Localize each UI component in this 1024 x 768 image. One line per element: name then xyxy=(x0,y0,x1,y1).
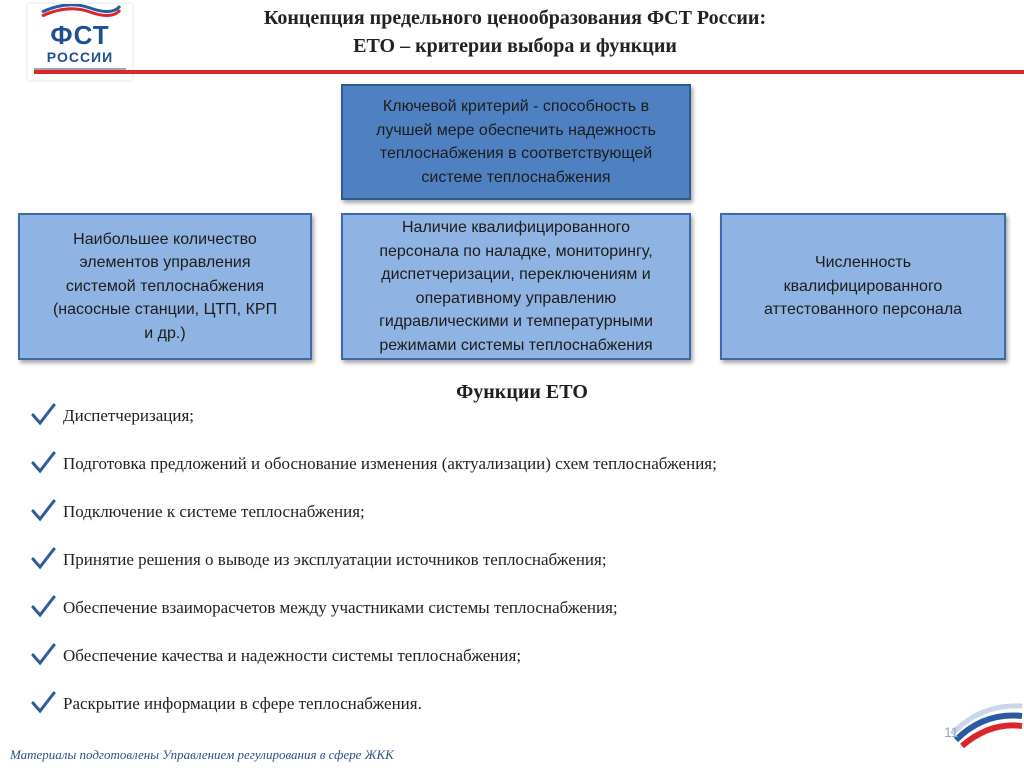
functions-list xyxy=(30,402,930,738)
checkmark-icon xyxy=(30,642,56,668)
criterion-line: Численность xyxy=(814,254,912,272)
key-criterion-line: системе теплоснабжения xyxy=(421,168,611,186)
fst-logo xyxy=(28,4,132,80)
criterion-line: системой теплоснабжения xyxy=(65,277,265,295)
page-title-line-2: ЕТО – критерии выбора и функции xyxy=(353,35,677,57)
list-item-text: Подготовка предложений и обоснование изменения (актуализации) схем теплоснабжения; xyxy=(63,454,717,473)
checkmark-icon xyxy=(30,690,56,716)
criterion-line: (насосные станции, ЦТП, КРП xyxy=(52,301,278,319)
list-item-text: Подключение к системе теплоснабжения; xyxy=(63,502,365,521)
checkmark-icon xyxy=(30,498,56,524)
criterion-line: оперативному управлению xyxy=(415,289,617,307)
criterion-line: персонала по наладке, мониторингу, xyxy=(379,242,653,260)
list-item xyxy=(30,546,930,594)
list-item xyxy=(30,642,930,690)
flag-swoosh-icon xyxy=(950,694,1024,748)
list-item-text: Диспетчеризация; xyxy=(63,406,195,425)
criterion-line: Наибольшее количество xyxy=(73,230,257,248)
key-criterion-line: Ключевой критерий - способность в xyxy=(382,98,650,115)
criterion-box-staff-count xyxy=(720,213,1006,360)
checkmark-icon xyxy=(30,402,56,428)
list-item xyxy=(30,690,930,738)
functions-title: Функции ЕТО xyxy=(456,381,588,403)
list-item xyxy=(30,498,930,546)
list-item-text: Обеспечение взаиморасчетов между участниками системы теплоснабжения; xyxy=(63,598,618,617)
logo-text-russia: РОССИИ xyxy=(46,49,114,65)
page-number: 11 xyxy=(944,724,959,740)
page-title-line-1: Концепция предельного ценообразования ФСТ России: xyxy=(263,7,767,29)
list-item xyxy=(30,594,930,642)
logo-text-fst: ФСТ xyxy=(50,20,110,50)
header-divider xyxy=(34,70,1024,74)
key-criterion-line: теплоснабжения в соответствующей xyxy=(379,145,653,162)
list-item xyxy=(30,402,930,450)
list-item-text: Раскрытие информации в сфере теплоснабжения. xyxy=(63,694,422,713)
criterion-line: элементов управления xyxy=(79,254,251,272)
key-criterion-line: лучшей мере обеспечить надежность xyxy=(375,121,656,139)
checkmark-icon xyxy=(30,450,56,476)
criterion-line: Наличие квалифицированного xyxy=(401,219,630,236)
criterion-line: гидравлическими и температурными xyxy=(379,313,653,330)
list-item-text: Принятие решения о выводе из эксплуатации источников теплоснабжения; xyxy=(63,550,607,569)
criterion-box-qualified-staff xyxy=(341,213,691,360)
key-criterion-box xyxy=(341,84,691,200)
checkmark-icon xyxy=(30,594,56,620)
criterion-line: режимами системы теплоснабжения xyxy=(379,336,653,354)
list-item xyxy=(30,450,930,498)
criterion-line: квалифицированного xyxy=(783,277,943,295)
page-title xyxy=(150,4,880,60)
criterion-line: диспетчеризации, переключениям и xyxy=(381,266,651,283)
criterion-line: и др.) xyxy=(144,324,186,342)
list-item-text: Обеспечение качества и надежности системы теплоснабжения; xyxy=(63,646,522,665)
footer-note: Материалы подготовлены Управлением регулирования в сфере ЖКК xyxy=(10,747,394,762)
checkmark-icon xyxy=(30,546,56,572)
criterion-line: аттестованного персонала xyxy=(763,301,963,319)
criterion-box-control-elements xyxy=(18,213,312,360)
